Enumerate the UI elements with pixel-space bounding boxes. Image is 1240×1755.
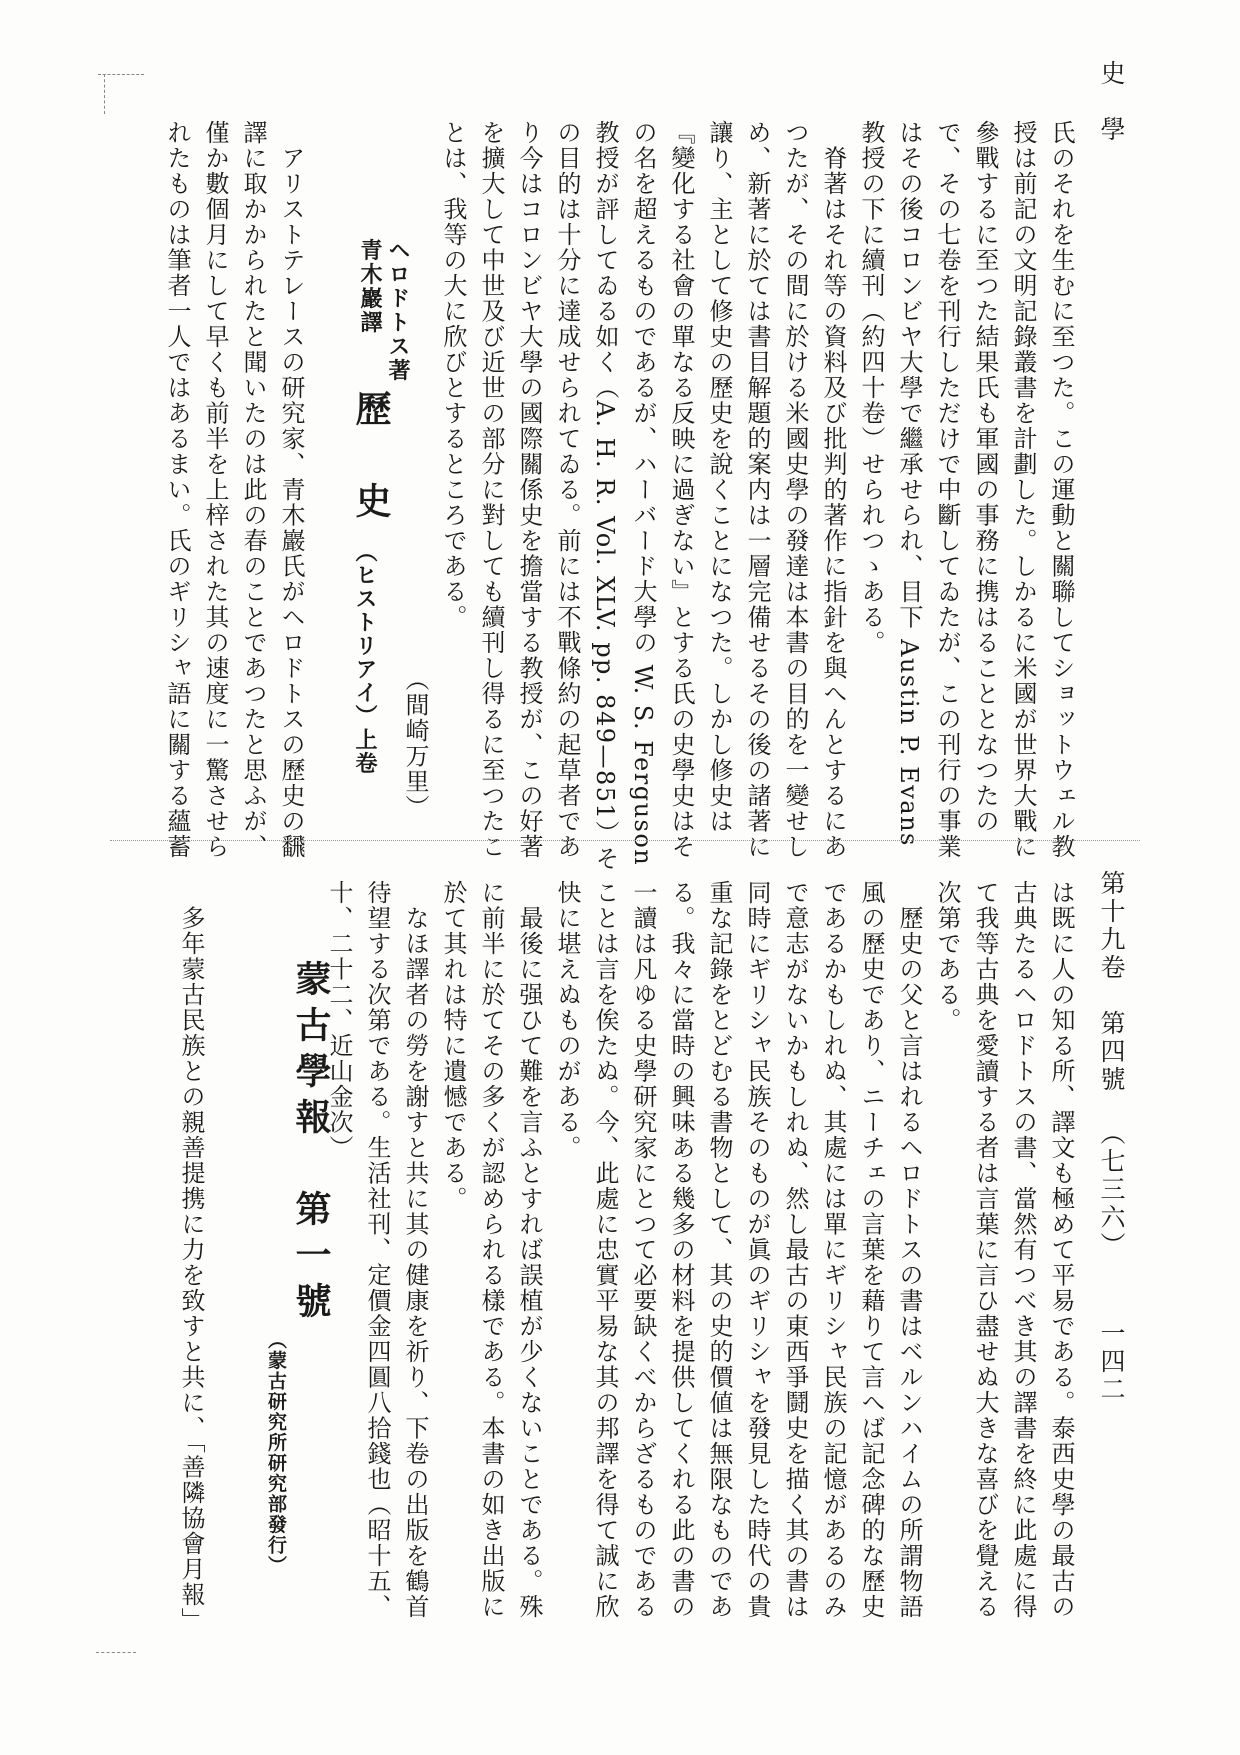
upper-text-block <box>396 120 1080 872</box>
volume-issue: 第十九卷 第四號 <box>1097 870 1126 1094</box>
herodotus-review-body <box>158 120 310 860</box>
lower-text-block <box>320 880 1080 1620</box>
crop-mark <box>104 74 105 114</box>
page-number: 一四二 <box>1097 1320 1126 1404</box>
text-line: の目的は十分に達成せられてゐる。前には不戰條約の起草者であ <box>553 120 581 860</box>
text-line: 讓り、主として修史の歷史を說くことになつた。しかし修史は <box>705 120 733 834</box>
text-line: の名を超えるものであるが、ハーバード大學の W. S. Ferguson <box>629 120 657 867</box>
inner-page-number: （七三六） <box>1097 1120 1126 1260</box>
journal-title: 史 學 <box>1097 60 1126 144</box>
text-line: つたが、その間に於ける米國史學の發達は本書の目的を一變せし <box>781 120 809 860</box>
text-line: て我等古典を愛讀する者は言葉に言ひ盡せぬ大きな喜びを覺える <box>971 880 999 1620</box>
text-line: 『變化する社會の單なる反映に過ぎない』とする氏の史學史はそ <box>667 120 695 860</box>
text-line: で、その七卷を刊行しただけで中斷してゐたが、この刊行の事業 <box>933 120 961 860</box>
text-line: る。我々に當時の興味ある幾多の材料を提供してくれる此の書の <box>667 880 695 1620</box>
text-line: 風の歷史であり、ニーチェの言葉を藉りて言へば記念碑的な歷史 <box>857 880 885 1620</box>
text-line: 氏のそれを生むに至つた。この運動と關聯してショットウェル教 <box>1047 120 1075 860</box>
text-line: なほ譯者の勞を謝すと共に其の健康を祈り、下卷の出版を鶴首 <box>401 880 429 1620</box>
text-line: とは、我等の大に欣びとするところである。 <box>439 120 467 630</box>
text-line: 快に堪えぬものがある。 <box>553 880 581 1161</box>
text-line: であるかもしれぬ、其處には單にギリシャ民族の記憶があるのみ <box>819 880 847 1620</box>
translator-line: 青木巖譯 <box>357 238 383 335</box>
text-line: 同時にギリシャ民族そのものが眞のギリシャを發見した時代の貴 <box>743 880 771 1620</box>
text-line: れたものは筆者一人ではあるまい。氏のギリシャ語に關する蘊蓄 <box>163 120 191 860</box>
review-subtitle-herodotus: （ヒストリアイ）上卷 <box>352 540 378 775</box>
review-title-mongol: 蒙古學報 第一號 <box>290 960 332 1328</box>
text-line: り今はコロンビヤ大學の國際關係史を擔當する教授が、この好著 <box>515 120 543 860</box>
review-publisher-mongol: （蒙古研究所研究部發行） <box>265 1330 287 1576</box>
text-line: に前半に於てその多くが認められる樣である。本書の如き出版に <box>477 880 505 1620</box>
review-title-herodotus: 歷 史 <box>350 390 392 528</box>
text-line: め、新著に於ては書目解題的案内は一層完備せるその後の諸著に <box>743 120 771 860</box>
text-line: 譯に取かかられたと聞いたのは此の春のことであつたと思ふが、 <box>239 120 267 860</box>
text-line: 多年蒙古民族との親善提携に力を致すと共に、「善隣協會月報」 <box>177 880 205 1633</box>
text-line: を擴大して中世及び近世の部分に對しても續刊し得るに至つたこ <box>477 120 505 860</box>
text-line: 教授が評してゐる如く（A. H. R. Vol. XLV. pp. 849—851）そ <box>591 120 619 872</box>
text-line: 一讀は凡ゆる史學研究家にとつて必要缺くべからざるものである <box>629 880 657 1620</box>
text-line: 授は前記の文明記錄叢書を計劃した。しかるに米國が世界大戰に <box>1009 120 1037 860</box>
text-line: は既に人の知る所、譯文も極めて平易である。泰西史學の最古の <box>1047 880 1075 1620</box>
mongol-review-body <box>172 880 210 1633</box>
text-line: 參戰するに至つた結果氏も軍國の事務に携はることとなつたの <box>971 120 999 834</box>
text-line: 僅か數個月にして早くも前半を上梓された其の速度に一驚させら <box>201 120 229 860</box>
signature: （間崎万里） <box>401 667 429 820</box>
text-line: で意志がないかもしれぬ、然し最古の東西爭鬪史を描く其の書は <box>781 880 809 1620</box>
text-line: 重な記錄をとどむる書物として、其の史的價値は無限なものであ <box>705 880 733 1620</box>
text-line: 最後に强ひて難を言ふとすれば誤植が少くないことである。殊 <box>515 880 543 1620</box>
text-line: 十、二十二、近山金次） <box>325 880 353 1161</box>
text-line: アリストテレースの研究家、青木巖氏がヘロドトスの歷史の飜 <box>277 120 305 860</box>
text-line: はその後コロンビヤ大學で繼承せられ、目下 Austin P. Evans <box>895 120 923 847</box>
text-line: 教授の下に續刊（約四十卷）せられつゝある。 <box>857 120 885 656</box>
text-line: 古典たるヘロドトスの書、當然有つべき其の譯書を終に此處に得 <box>1009 880 1037 1620</box>
author-line: ヘロドトス著 <box>385 238 411 383</box>
block-divider <box>110 840 1140 841</box>
text-line: 脊著はそれ等の資料及び批判的著作に指針を與へんとするにあ <box>819 120 847 860</box>
text-line: ことは言を俟たぬ。今、此處に忠實平易な其の邦譯を得て誠に欣 <box>591 880 619 1620</box>
text-line: 於て其れは特に遺憾である。 <box>439 880 467 1212</box>
text-line: 待望する次第である。生活社刊、定價金四圓八拾錢也（昭十五、 <box>363 880 391 1620</box>
text-line: 次第である。 <box>933 880 961 1033</box>
text-line: 歷史の父と言はれるヘロドトスの書はベルンハイムの所謂物語 <box>895 880 923 1620</box>
crop-mark <box>96 1652 136 1653</box>
